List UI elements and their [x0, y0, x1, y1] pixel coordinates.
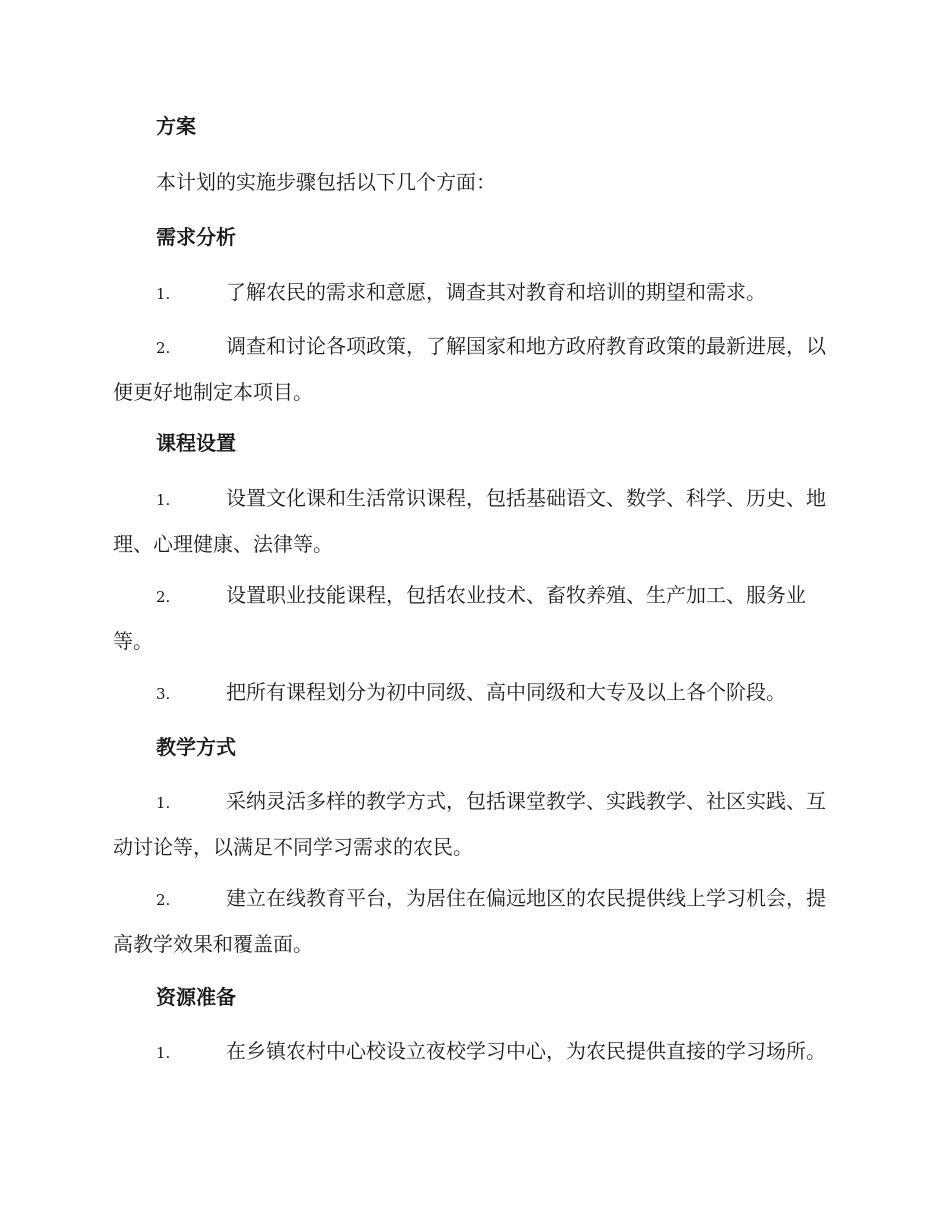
list-item	[113, 573, 843, 663]
list-item-text: 设置文化课和生活常识课程，包括基础语文、数学、科学、历史、地理、心理健康、法律等。	[113, 486, 826, 556]
list-item	[113, 876, 843, 966]
section-heading-course-setup: 课程设置	[156, 431, 236, 455]
list-item-number: 1.	[156, 1044, 171, 1062]
list-item-number: 2.	[156, 588, 171, 606]
intro-paragraph: 本计划的实施步骤包括以下几个方面：	[156, 170, 496, 194]
section-heading-plan: 方案	[156, 114, 196, 138]
list-item	[113, 670, 843, 716]
list-item-text: 采纳灵活多样的教学方式，包括课堂教学、实践教学、社区实践、互动讨论等，以满足不同学习需求的农民。	[113, 789, 826, 859]
list-item-number: 2.	[156, 339, 171, 357]
list-item-number: 1.	[156, 491, 171, 509]
list-item-number: 2.	[156, 891, 171, 909]
list-item-number: 1.	[156, 794, 171, 812]
list-item-text: 建立在线教育平台，为居住在偏远地区的农民提供线上学习机会，提高教学效果和覆盖面。	[113, 886, 826, 956]
section-heading-needs-analysis: 需求分析	[156, 225, 236, 249]
list-item-text: 了解农民的需求和意愿，调查其对教育和培训的期望和需求。	[226, 280, 766, 304]
list-item-text: 在乡镇农村中心校设立夜校学习中心，为农民提供直接的学习场所。	[226, 1039, 826, 1063]
list-item	[113, 476, 843, 566]
list-item-text: 把所有课程划分为初中同级、高中同级和大专及以上各个阶段。	[226, 680, 786, 704]
list-item-number: 3.	[156, 685, 171, 703]
list-item-text: 调查和讨论各项政策，了解国家和地方政府教育政策的最新进展，以便更好地制定本项目。	[113, 334, 826, 404]
list-item-text: 设置职业技能课程，包括农业技术、畜牧养殖、生产加工、服务业等。	[113, 583, 806, 653]
list-item	[113, 324, 843, 414]
list-item-number: 1.	[156, 285, 171, 303]
list-item	[113, 779, 843, 869]
list-item	[113, 1029, 843, 1075]
section-heading-resource-preparation: 资源准备	[156, 985, 236, 1009]
list-item	[113, 270, 843, 316]
section-heading-teaching-methods: 教学方式	[156, 735, 236, 759]
